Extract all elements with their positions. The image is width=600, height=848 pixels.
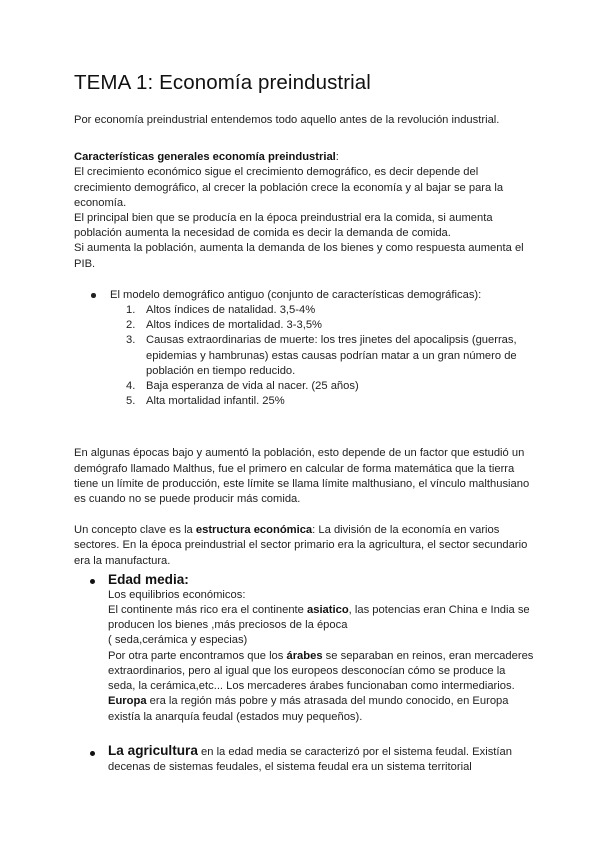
document-page <box>74 70 534 775</box>
caracteristicas-p1: El crecimiento económico sigue el crecimiento demográfico, es decir depende del crecimiento demográfico, al crecer la población crece la economía y al bajar se para la economía. <box>74 166 504 209</box>
item-text: Alta mortalidad infantil. 25% <box>146 395 285 408</box>
caracteristicas-p3: Si aumenta la población, aumenta la demanda de los bienes y como respuesta aumenta el PIB. <box>74 242 524 270</box>
l5-after: era la región más pobre y más atrasada del mundo conocido, en Europa existía la anarquía feudal (estados muy pequeños). <box>108 695 509 723</box>
list-item <box>110 394 534 409</box>
modelo-bullet <box>74 288 534 410</box>
item-text: Altos índices de natalidad. 3,5-4% <box>146 304 316 317</box>
l2-bold: asiatico <box>307 604 349 617</box>
edad-media-l1: Los equilibrios económicos: <box>108 588 246 601</box>
intro-paragraph: Por economía preindustrial entendemos todo aquello antes de la revolución industrial. <box>74 114 500 126</box>
list-item <box>110 333 534 379</box>
list-item <box>110 379 534 394</box>
heading-colon: : <box>335 151 339 164</box>
l4-bold: árabes <box>286 649 323 662</box>
agricultura-paragraph <box>108 743 534 775</box>
item-text: Baja esperanza de vida al nacer. (25 años) <box>146 380 359 393</box>
estructura-paragraph <box>74 523 534 569</box>
caracteristicas-heading: Características generales economía preindustrial <box>74 151 336 164</box>
modelo-list <box>74 288 534 410</box>
item-text: Altos índices de mortalidad. 3-3,5% <box>146 319 322 332</box>
agricultura-bullet <box>74 743 534 775</box>
agricultura-bold: La agricultura <box>108 742 198 758</box>
edad-media-heading: Edad media: <box>108 571 189 587</box>
l4-after: se separaban en reinos, eran mercaderes extraordinarios, pero al igual que los europeos desconocían cómo se produce la seda, la cerámica,etc... Los mercaderes árabes funcionaban como intermediarios. <box>108 649 534 693</box>
edad-media-l4 <box>108 649 534 695</box>
l4-before: Por otra parte encontramos que los <box>108 649 287 662</box>
item-text: Causas extraordinarias de muerte: los tres jinetes del apocalipsis (guerras, epidemias y hambrunas) estas causas podrían matar a un gran número de población en tiempo reducido. <box>146 334 517 377</box>
estructura-after: : La división de la economía en varios sectores. En la época preindustrial el sector primario era la agricultura, el sector secundario era la manufactura. <box>74 524 528 567</box>
estructura-bold: estructura económica <box>195 524 313 537</box>
item-number: 5. <box>126 395 136 408</box>
item-number: 1. <box>126 304 136 317</box>
edad-media-bullet <box>74 571 534 725</box>
modelo-numbered-list <box>110 303 534 409</box>
caracteristicas-p2: El principal bien que se producía en la época preindustrial era la comida, si aumenta población aumenta la necesidad de comida es decir la demanda de comida. <box>74 212 493 240</box>
l5-bold: Europa <box>108 695 147 708</box>
list-item <box>110 318 534 333</box>
item-number: 4. <box>126 380 136 393</box>
caracteristicas-heading-line <box>74 150 534 165</box>
malthus-paragraph: En algunas épocas bajo y aumentó la población, esto depende de un factor que estudió un demógrafo llamado Malthus, fue el primero en calcular de forma matemática que la tierra tiene un límite de producción, este límite se llama límite malthusiano, el vínculo malthusiano es cuando no se puede producir más comida. <box>74 447 530 506</box>
agricultura-after: en la edad media se caracterizó por el sistema feudal. Existían decenas de sistemas feudales, el sistema feudal era un sistema territorial <box>108 745 512 773</box>
list-item <box>110 303 534 318</box>
edad-media-l2 <box>108 603 534 633</box>
l2-after: , las potencias eran China e India se producen los bienes ,más preciosos de la época <box>108 604 530 632</box>
page-title: TEMA 1: Economía preindustrial <box>74 71 371 94</box>
item-number: 2. <box>126 319 136 332</box>
modelo-bullet-text: El modelo demográfico antiguo (conjunto de características demográficas): <box>110 288 482 301</box>
edad-media-l5 <box>108 694 534 724</box>
edad-media-l3: ( seda,cerámica y especias) <box>108 634 248 647</box>
estructura-before: Un concepto clave es la <box>74 524 196 537</box>
item-number: 3. <box>126 334 136 347</box>
l2-before: El continente más rico era el continente <box>108 604 307 617</box>
